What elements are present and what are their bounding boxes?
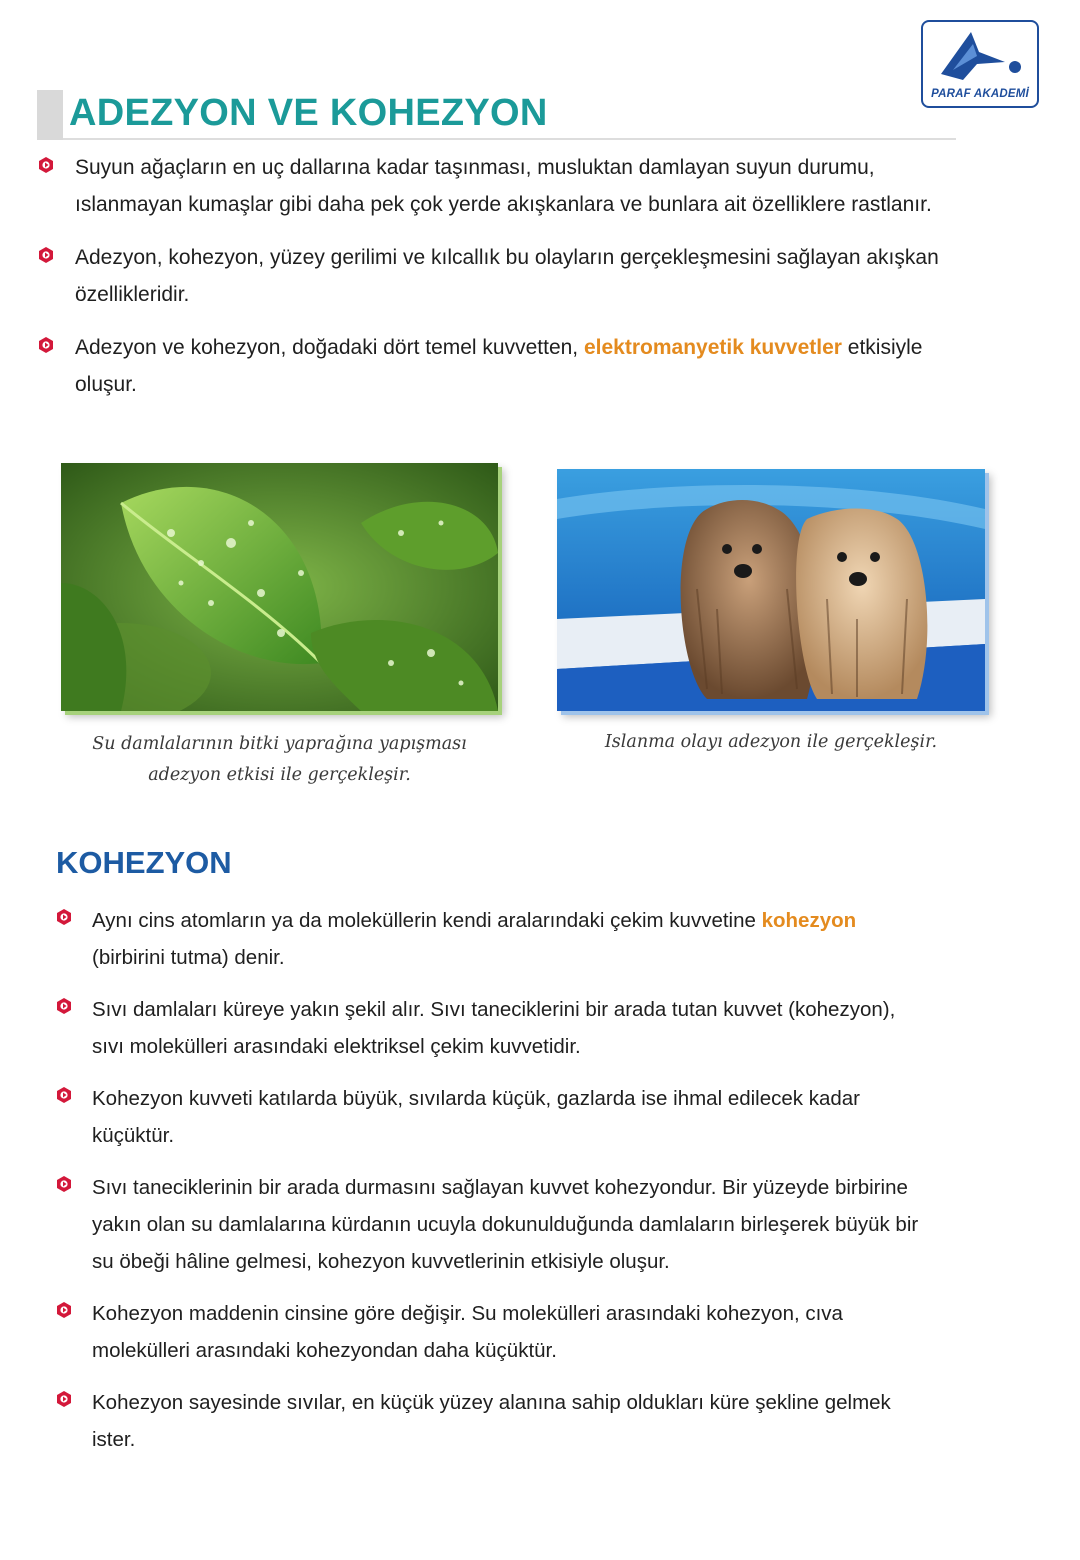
list-item	[55, 1295, 921, 1369]
bullet-icon	[55, 1390, 73, 1408]
leaf-photo-caption: Su damlalarının bitki yaprağına yapışması adezyon etkisi ile gerçekleşir.	[92, 734, 467, 785]
bullet-icon	[37, 246, 55, 264]
bullet-icon	[55, 1301, 73, 1319]
list-item	[55, 902, 921, 976]
bullet-icon	[37, 156, 55, 174]
list-item-text: Kohezyon kuvveti katılarda büyük, sıvılarda küçük, gazlarda ise ihmal edilecek kadar küçüktür.	[92, 1087, 861, 1147]
paraf-akademi-logo	[921, 20, 1039, 108]
list-item	[55, 1169, 921, 1280]
bullet-icon	[55, 908, 73, 926]
bullet-icon	[55, 997, 73, 1015]
list-item	[55, 1384, 921, 1458]
list-item-text: Kohezyon maddenin cinsine göre değişir. Su molekülleri arasındaki kohezyon, cıva molekülleri arasındaki kohezyondan daha küçüktür.	[92, 1302, 843, 1362]
bullet-icon	[37, 336, 55, 354]
highlight-term: elektromanyetik kuvvetler	[583, 336, 842, 359]
list-item	[37, 240, 957, 313]
list-item-text: Aynı cins atomların ya da moleküllerin kendi aralarındaki çekim kuvvetine	[92, 909, 762, 932]
bullet-icon	[55, 1086, 73, 1104]
kohezyon-list	[55, 902, 921, 1473]
list-item-text: Adezyon ve kohezyon, doğadaki dört temel kuvvetten,	[75, 336, 584, 359]
list-item	[37, 330, 957, 403]
wet-dogs-photo	[557, 469, 985, 711]
title-underline	[63, 138, 956, 140]
list-item-text: (birbirini tutma) denir.	[92, 946, 285, 969]
list-item	[55, 1080, 921, 1154]
list-item	[37, 150, 957, 223]
list-item-text: Suyun ağaçların en uç dallarına kadar taşınması, musluktan damlayan suyun durumu, ıslanmayan kumaşlar gibi daha pek çok yerde akışkanlara ve bunlara ait özelliklere rastlanır.	[75, 156, 932, 216]
list-item-text: Kohezyon sayesinde sıvılar, en küçük yüzey alanına sahip oldukları küre şekline gelmek ister.	[92, 1391, 891, 1451]
list-item	[55, 991, 921, 1065]
title-accent-bar	[37, 90, 63, 140]
list-item-text: etkisiyle oluşur.	[75, 336, 923, 396]
section-heading-kohezyon: KOHEZYON	[56, 845, 232, 880]
list-item-text: Adezyon, kohezyon, yüzey gerilimi ve kılcallık bu olayların gerçekleşmesini sağlayan akışkan özellikleridir.	[75, 246, 939, 306]
dogs-photo-caption: Islanma olayı adezyon ile gerçekleşir.	[604, 732, 938, 752]
intro-list	[37, 150, 957, 420]
highlight-term: kohezyon	[761, 909, 857, 932]
leaf-photo	[61, 463, 498, 711]
logo-text: PARAF AKADEMİ	[931, 88, 1029, 100]
list-item-text: Sıvı taneciklerinin bir arada durmasını sağlayan kuvvet kohezyondur. Bir yüzeyde birbirine yakın olan su damlalarına kürdanın ucuyla dokunulduğunda damlaların birleşerek büyük bir su öbeği hâline gelmesi, kohezyon kuvvetlerinin etkisiyle oluşur.	[92, 1176, 919, 1273]
page-title: ADEZYON VE KOHEZYON	[69, 92, 548, 134]
list-item-text: Sıvı damlaları küreye yakın şekil alır. Sıvı taneciklerini bir arada tutan kuvvet (kohezyon), sıvı molekülleri arasındaki elektriksel çekim kuvvetidir.	[92, 998, 896, 1058]
bullet-icon	[55, 1175, 73, 1193]
